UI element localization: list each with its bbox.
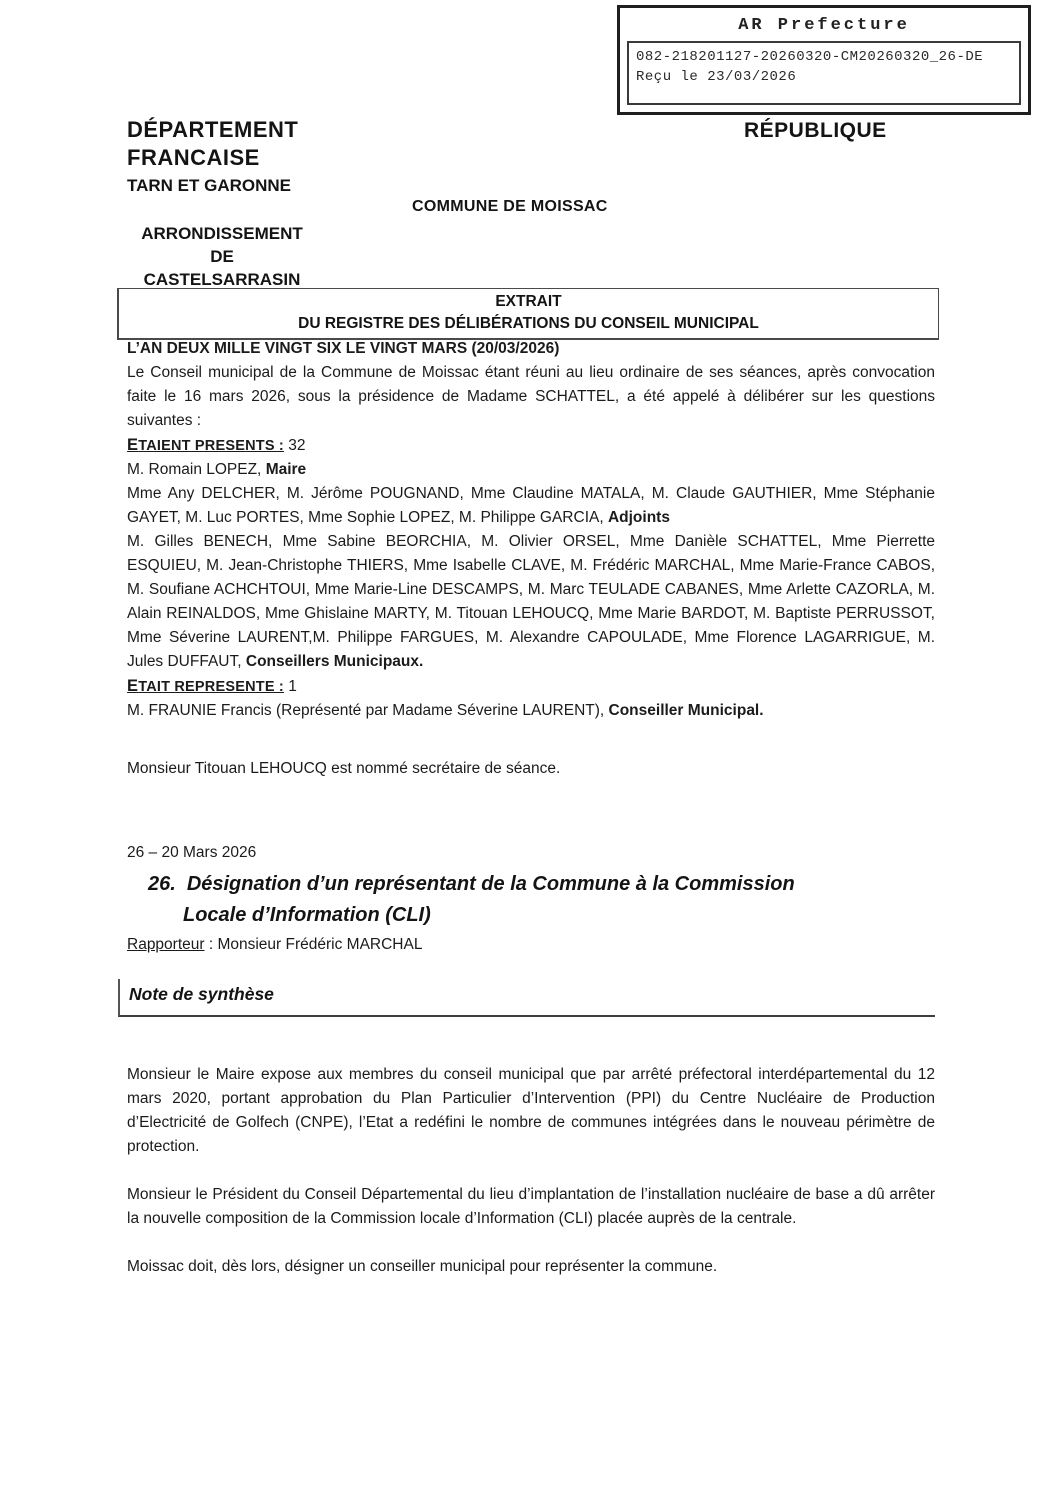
body-paragraph-1: Monsieur le Maire expose aux membres du conseil municipal que par arrêté préfectoral interdépartemental du 12 mars 2020, portant approbation du Plan Particulier d’Intervention (PPI) du Centre Nucléaire de Production d’Electricité de Golfech (CNPE), l’Etat a redéfini le nombre de communes intégrées dans le nouveau périmètre de protection. [127, 1066, 935, 1155]
department-name-line2: FRANCAISE [127, 145, 260, 170]
presents-count: 32 [288, 437, 306, 454]
prefecture-stamp-received-date: Reçu le 23/03/2026 [636, 69, 797, 85]
presents-line [127, 433, 935, 458]
represente-label: ETAIT REPRESENTE : [127, 677, 284, 695]
prefecture-stamp-inner-box [627, 41, 1021, 105]
prefecture-stamp-box [617, 5, 1031, 115]
department-name-line3: TARN ET GARONNE [127, 176, 292, 195]
deliberation-number: 26. [148, 873, 176, 895]
extrait-box [117, 288, 939, 340]
conseillers-paragraph [127, 530, 935, 674]
deliberation-title-line1: Désignation d’un représentant de la Commune à la Commission [186, 873, 795, 895]
session-intro: Le Conseil municipal de la Commune de Moissac étant réuni au lieu ordinaire de ses séances, après convocation faite le 16 mars 2026, sous la présidence de Madame SCHATTEL, a été appelé à délibérer sur les questions suivantes : [127, 364, 935, 429]
fraunie-line [127, 699, 935, 723]
document-body [127, 337, 935, 1279]
body-paragraph-3: Moissac doit, dès lors, désigner un conseiller municipal pour représenter la commune. [127, 1258, 718, 1275]
department-name-line1: DÉPARTEMENT [127, 117, 299, 142]
maire-names: M. Romain LOPEZ, [127, 461, 262, 478]
fraunie-names: M. FRAUNIE Francis (Représenté par Madame Séverine LAURENT), [127, 702, 605, 719]
extrait-line2: DU REGISTRE DES DÉLIBÉRATIONS DU CONSEIL MUNICIPAL [298, 315, 759, 332]
extrait-line1: EXTRAIT [495, 293, 562, 310]
presents-label: ETAIENT PRESENTS : [127, 436, 284, 454]
conseillers-names: M. Gilles BENECH, Mme Sabine BEORCHIA, M. Olivier ORSEL, Mme Danièle SCHATTEL, Mme Pierrette ESQUIEU, M. Jean-Christophe THIERS, Mme Isabelle CLAVE, M. Frédéric MARCHAL, Mme Marie-France CABOS, M. Soufiane ACHCHTOUI, Mme Marie-Line DESCAMPS, M. Marc TEULADE CABANES, Mme Arlette CAZORLA, M. Alain REINALDOS, Mme Ghislaine MARTY, M. Titouan LEHOUCQ, Mme Marie BARDOT, M. Baptiste PERRUSSOT, Mme Séverine LAURENT,M. Philippe FARGUES, M. Alexandre CAPOULADE, Mme Florence LAGARRIGUE, M. Jules DUFFAUT, [127, 533, 935, 670]
arrondissement-block [127, 222, 317, 291]
rapporteur-value: : Monsieur Frédéric MARCHAL [204, 936, 423, 953]
department-block [127, 116, 357, 197]
note-synthese-header [118, 979, 935, 1017]
arrondissement-line1: ARRONDISSEMENT [141, 224, 303, 243]
body-paragraph-2: Monsieur le Président du Conseil Départemental du lieu d’implantation de l’installation nucléaire de base a dû arrêter la nouvelle composition de la Commission locale d’Information (CLI) placée auprès de la centrale. [127, 1186, 935, 1227]
secretaire-line: Monsieur Titouan LEHOUCQ est nommé secrétaire de séance. [127, 760, 561, 777]
republique-title: RÉPUBLIQUE [744, 119, 887, 142]
conseillers-title: Conseillers Municipaux. [245, 653, 424, 670]
adjoints-names: Mme Any DELCHER, M. Jérôme POUGNAND, Mme Claudine MATALA, M. Claude GAUTHIER, Mme Stéphanie GAYET, M. Luc PORTES, Mme Sophie LOPEZ, M. Philippe GARCIA, [127, 485, 935, 526]
maire-line [127, 458, 935, 482]
rapporteur-line [127, 933, 935, 957]
prefecture-stamp-ref: 082-218201127-20260320-CM20260320_26-DE [636, 49, 984, 65]
note-synthese-label: Note de synthèse [129, 984, 274, 1004]
represente-count: 1 [288, 678, 297, 695]
arrondissement-line3: CASTELSARRASIN [143, 270, 301, 289]
adjoints-paragraph [127, 482, 935, 530]
session-date-line: L’AN DEUX MILLE VINGT SIX LE VINGT MARS (20/03/2026) [127, 340, 560, 357]
rapporteur-label: Rapporteur [127, 936, 205, 953]
prefecture-stamp-title: AR Prefecture [738, 16, 910, 35]
deliberation-ref-line: 26 – 20 Mars 2026 [127, 844, 257, 861]
maire-title: Maire [265, 461, 307, 478]
commune-title: COMMUNE DE MOISSAC [412, 198, 608, 215]
deliberation-title [127, 869, 935, 931]
deliberation-title-line2: Locale d’Information (CLI) [183, 904, 431, 926]
adjoints-title: Adjoints [607, 509, 670, 526]
fraunie-title: Conseiller Municipal. [608, 702, 764, 719]
represente-line [127, 674, 935, 699]
arrondissement-line2: DE [210, 247, 234, 266]
